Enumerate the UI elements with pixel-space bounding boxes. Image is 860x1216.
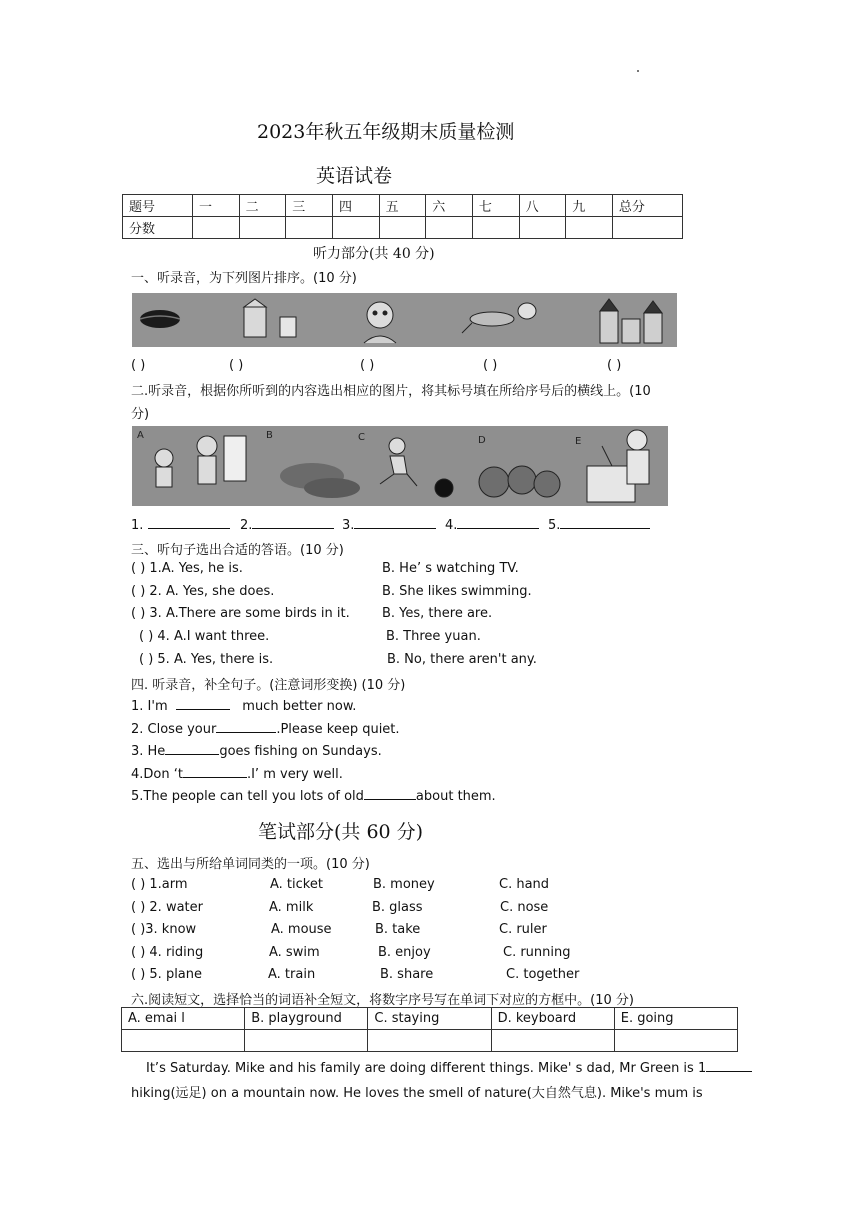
sentence-text: much better now. <box>242 699 357 714</box>
answer-box[interactable] <box>491 1030 614 1052</box>
score-input-cell[interactable] <box>519 217 566 239</box>
q6-title: 六.阅读短文，选择恰当的词语补全短文，将数字序号写在单词下对应的方框中。(10 分) <box>131 993 634 1008</box>
answer-box[interactable] <box>122 1030 245 1052</box>
bread-icon <box>280 463 360 498</box>
score-input-cell[interactable] <box>192 217 239 239</box>
pic-letter: D <box>478 435 486 446</box>
q5-item-5-c: C. together <box>506 967 580 982</box>
q5-item-4-a: A. swim <box>269 945 320 960</box>
q5-item-4-b: B. enjoy <box>378 945 431 960</box>
passage-text: It’s Saturday. Mike and his family are doing different things. Mike' s dad, Mr Green is 1 <box>146 1061 707 1076</box>
q4-sentence-2[interactable] <box>131 720 400 737</box>
boy-kicking-ball-icon <box>380 438 453 497</box>
answer-row <box>122 1030 738 1052</box>
q6-word-table <box>121 1007 738 1052</box>
score-header-row <box>123 195 683 217</box>
q2-blank-3[interactable] <box>342 516 436 533</box>
q3-item-1-a: ( ) 1.A. Yes, he is. <box>131 561 243 576</box>
children-talking-icon <box>155 436 246 487</box>
sentence-text: 3. He <box>131 744 166 759</box>
q3-item-4-b: B. Three yuan. <box>386 629 481 644</box>
sentence-text: .Please keep quiet. <box>276 722 400 737</box>
q5-item-4-stem: ( ) 4. riding <box>131 945 204 960</box>
score-cell: 一 <box>192 195 239 217</box>
q1-bracket[interactable]: ( ) <box>131 358 146 373</box>
score-value-row <box>123 217 683 239</box>
q1-pictures-svg <box>132 293 677 347</box>
score-input-cell[interactable] <box>612 217 682 239</box>
q5-item-1-stem: ( ) 1.arm <box>131 877 188 892</box>
score-cell: 八 <box>519 195 566 217</box>
q1-picture-strip <box>132 293 677 347</box>
passage-blank-1[interactable] <box>706 1059 752 1072</box>
q5-item-5-a: A. train <box>268 967 316 982</box>
sentence-text: about them. <box>415 789 496 804</box>
score-cell: 三 <box>286 195 333 217</box>
exam-subtitle: 英语试卷 <box>316 165 393 187</box>
q5-item-4-c: C. running <box>503 945 571 960</box>
score-table <box>122 194 683 239</box>
answer-box[interactable] <box>614 1030 737 1052</box>
q2-pictures-svg <box>132 426 668 506</box>
q5-item-3-a: A. mouse <box>271 922 332 937</box>
q1-bracket[interactable]: ( ) <box>607 358 622 373</box>
q3-item-5-b: B. No, there aren't any. <box>387 652 537 667</box>
q3-title: 三、听句子选出合适的答语。(10 分) <box>131 543 344 558</box>
sentence-text: 2. Close your <box>131 722 217 737</box>
q2-blank-1[interactable] <box>131 516 230 533</box>
q3-item-2-b: B. She likes swimming. <box>382 584 532 599</box>
q5-item-2-stem: ( ) 2. water <box>131 900 203 915</box>
listening-heading: 听力部分(共 40 分) <box>313 246 435 262</box>
boy-at-desk-icon <box>587 430 649 502</box>
score-cell: 题号 <box>123 195 193 217</box>
pic-letter: A <box>137 430 144 441</box>
grandpa-face-icon <box>364 302 396 343</box>
vegetables-icon <box>462 303 536 333</box>
word-option: C. staying <box>368 1008 491 1030</box>
score-label-cell: 分数 <box>123 217 193 239</box>
q1-title: 一、听录音，为下列图片排序。(10 分) <box>131 271 357 286</box>
q5-item-1-b: B. money <box>373 877 435 892</box>
q5-item-1-a: A. ticket <box>270 877 323 892</box>
q2-blank-2[interactable] <box>240 516 334 533</box>
q5-item-2-c: C. nose <box>500 900 549 915</box>
q5-item-5-b: B. share <box>380 967 434 982</box>
blank-number: 2. <box>240 518 253 533</box>
tomatoes-icon <box>479 466 560 497</box>
score-input-cell[interactable] <box>566 217 613 239</box>
score-cell: 二 <box>239 195 286 217</box>
q1-bracket[interactable]: ( ) <box>483 358 498 373</box>
q3-item-5-a: ( ) 5. A. Yes, there is. <box>139 652 274 667</box>
score-cell: 七 <box>472 195 519 217</box>
q4-sentence-3[interactable] <box>131 742 382 759</box>
town-buildings-icon <box>600 299 662 343</box>
q2-title-line1: 二.听录音，根据你所听到的内容选出相应的图片，将其标号填在所给序号后的横线上。(10 <box>131 384 651 399</box>
q3-item-3-b: B. Yes, there are. <box>382 606 493 621</box>
answer-box[interactable] <box>368 1030 491 1052</box>
q2-picture-strip <box>132 426 668 506</box>
score-cell: 九 <box>566 195 613 217</box>
score-cell: 六 <box>426 195 473 217</box>
blank-number: 4. <box>445 518 458 533</box>
blank-number: 1. <box>131 518 144 533</box>
q2-title-line2: 分) <box>131 407 150 422</box>
q1-bracket[interactable]: ( ) <box>229 358 244 373</box>
score-input-cell[interactable] <box>239 217 286 239</box>
score-cell: 四 <box>332 195 379 217</box>
q2-blank-4[interactable] <box>445 516 539 533</box>
word-option: A. emai l <box>122 1008 245 1030</box>
sentence-text: goes fishing on Sundays. <box>219 744 382 759</box>
score-cell: 总分 <box>612 195 682 217</box>
q3-item-1-b: B. He’ s watching TV. <box>382 561 519 576</box>
score-input-cell[interactable] <box>286 217 333 239</box>
sentence-text: .I’ m very well. <box>246 767 343 782</box>
sentence-text: 1. I'm <box>131 699 168 714</box>
lips-icon <box>140 310 180 328</box>
q1-bracket[interactable]: ( ) <box>360 358 375 373</box>
q4-sentence-5[interactable] <box>131 787 496 804</box>
scan-dot <box>637 70 639 72</box>
milk-carton-icon <box>244 299 296 337</box>
word-option: E. going <box>614 1008 737 1030</box>
score-cell: 五 <box>379 195 426 217</box>
score-input-cell[interactable] <box>332 217 379 239</box>
q3-item-3-a: ( ) 3. A.There are some birds in it. <box>131 606 350 621</box>
answer-box[interactable] <box>245 1030 368 1052</box>
pic-letter: C <box>358 432 365 443</box>
score-input-cell[interactable] <box>379 217 426 239</box>
written-heading: 笔试部分(共 60 分) <box>258 821 424 843</box>
score-input-cell[interactable] <box>426 217 473 239</box>
q5-item-2-a: A. milk <box>269 900 314 915</box>
q5-item-1-c: C. hand <box>499 877 550 892</box>
q3-item-2-a: ( ) 2. A. Yes, she does. <box>131 584 275 599</box>
passage-line-2: hiking(远足) on a mountain now. He loves the smell of nature(大自然气息). Mike's mum is <box>131 1086 703 1101</box>
sentence-text: 4.Don ‘t <box>131 767 183 782</box>
q5-item-3-c: C. ruler <box>499 922 547 937</box>
q5-item-2-b: B. glass <box>372 900 423 915</box>
q4-sentence-1[interactable] <box>131 697 356 714</box>
score-input-cell[interactable] <box>472 217 519 239</box>
word-row <box>122 1008 738 1030</box>
sentence-text: 5.The people can tell you lots of old <box>131 789 364 804</box>
pic-letter: B <box>266 430 273 441</box>
q5-item-3-stem: ( )3. know <box>131 922 197 937</box>
word-option: D. keyboard <box>491 1008 614 1030</box>
blank-number: 5. <box>548 518 561 533</box>
blank-number: 3. <box>342 518 355 533</box>
q4-title: 四. 听录音，补全句子。(注意词形变换) (10 分) <box>131 678 406 693</box>
q4-sentence-4[interactable] <box>131 765 343 782</box>
pic-letter: E <box>575 436 582 447</box>
q3-item-4-a: ( ) 4. A.I want three. <box>139 629 270 644</box>
word-option: B. playground <box>245 1008 368 1030</box>
q5-title: 五、选出与所给单词同类的一项。(10 分) <box>131 857 370 872</box>
passage-line-1 <box>146 1059 752 1076</box>
q2-blank-5[interactable] <box>548 516 650 533</box>
q5-item-5-stem: ( ) 5. plane <box>131 967 203 982</box>
q5-item-3-b: B. take <box>375 922 421 937</box>
exam-title: 2023年秋五年级期末质量检测 <box>257 121 515 143</box>
